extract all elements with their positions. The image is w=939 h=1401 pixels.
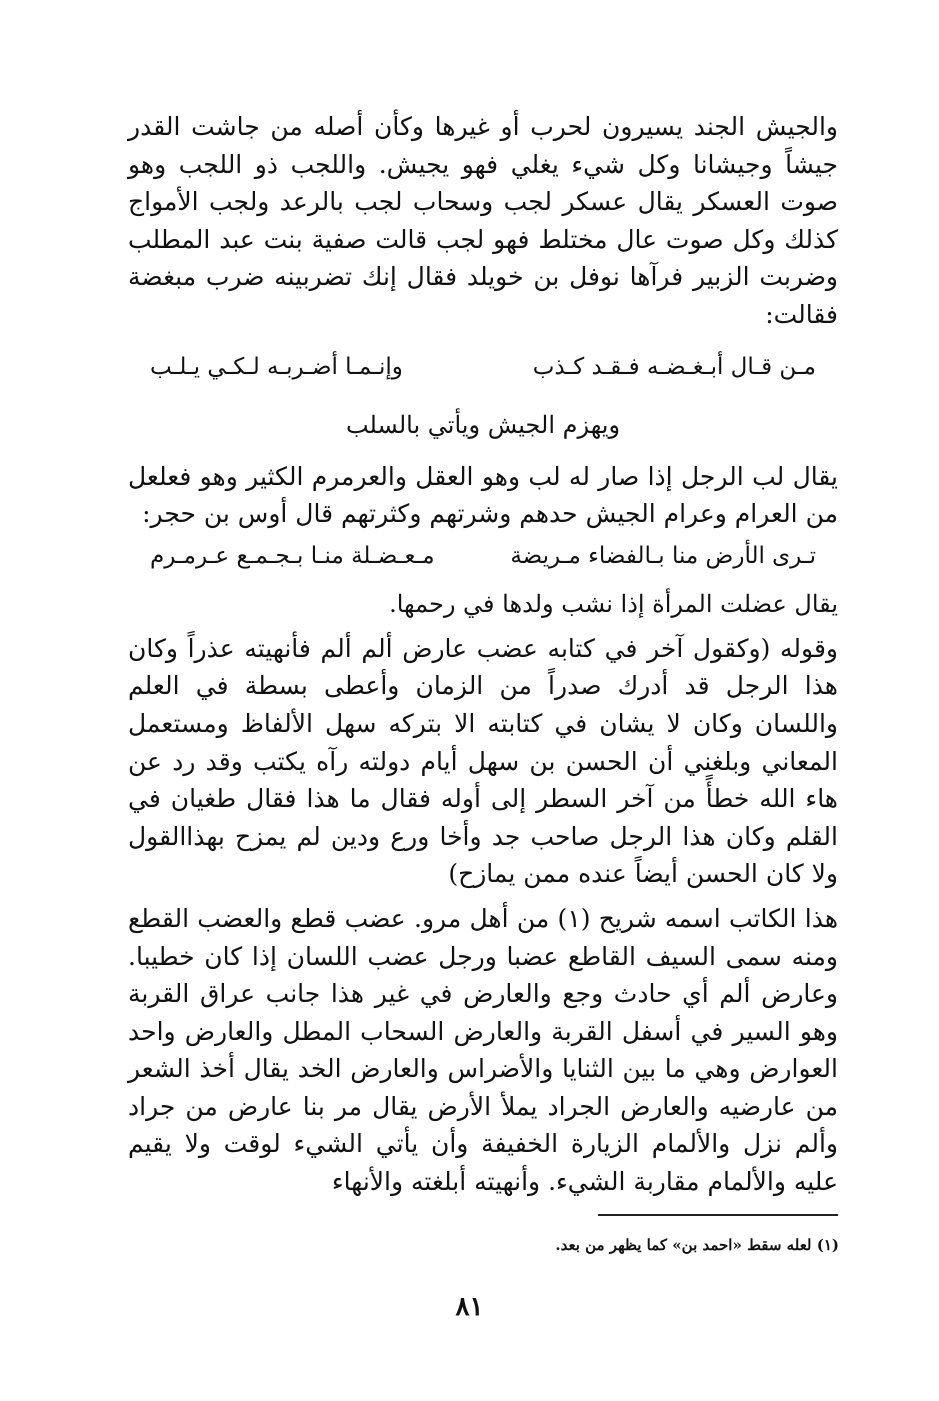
footnote-separator: [598, 1214, 838, 1216]
page-body: [128, 108, 838, 1201]
page-number: ٨١: [455, 1292, 484, 1322]
verse-2-first-hemistich: تـرى الأرض منا بـالفضاء مـريضة: [510, 542, 816, 569]
verse-line-2: [128, 537, 838, 575]
verse-1-first-hemistich: مـن قـال أبـغـضـه فـقـد كـذب: [532, 353, 816, 380]
verse-line-1: [128, 348, 838, 386]
verse-explanation: يقال عضلت المرأة إذا نشب ولدها في رحمها.: [389, 589, 838, 618]
verse-line-1-continuation: ويهزم الجيش ويأتي بالسلب: [345, 410, 621, 439]
paragraph-1: والجيش الجند يسيرون لحرب أو غيرها وكأن أصله من جاشت القدر جيشاً وجيشانا وكل شيء يغلي فهو يجيش. واللجب ذو اللجب وهو صوت العسكر يقال عسكر لجب وسحاب لجب بالرعد ولجب الأمواج كذلك وكل صوت عال مختلط فهو لجب قالت صفية بنت عبد المطلب وضربت الزبير فرآها نوفل بن خويلد فقال إنك تضربينه ضرب مبغضة فقالت:: [128, 112, 838, 329]
footnote: (١) لعله سقط «احمد بن» كما يظهر من بعد.: [555, 1236, 839, 1254]
paragraph-2: يقال لب الرجل إذا صار له لب وهو العقل والعرمرم الكثير وهو فعلعل من العرام وعرام الجيش حدهم وشرتهم وكثرتهم قال أوس بن حجر:: [128, 461, 838, 529]
verse-2-second-hemistich: مـعـضـلة منـا بـجـمـع عـرمـرم: [150, 542, 435, 569]
verse-1-second-hemistich: وإنـمـا أضـربـه لـكـي يـلـب: [150, 353, 403, 380]
paragraph-3: وقوله (وكقول آخر في كتابه عضب عارض ألم ألم فأنهيته عذراً وكان هذا الرجل قد أدرك صدراً من الزمان وأعطى بسطة في العلم واللسان وكان لا يشان في كتابته الا بتركه سهل الألفاظ ومستعمل المعاني وبلغني أن الحسن بن سهل أيام دولته رآه يكتب وقد رد عن هاء الله خطأً من آخر السطر إلى أوله فقال ما هذا فقال طغيان في القلم وكان هذا الرجل صاحب جد وأخا ورع ودين لم يمزح بهذاالقول ولا كان الحسن أيضاً عنده ممن يمازح): [128, 633, 838, 889]
paragraph-4: هذا الكاتب اسمه شريح (١) من أهل مرو. عضب قطع والعضب القطع ومنه سمى السيف القاطع عضبا ورجل عضب اللسان إذا كان خطيبا. وعارض ألم أي حادث وجع والعارض في غير هذا جانب عراق القربة وهو السير في أسفل القربة والعارض السحاب المطل والعارض واحد العوارض وهي ما بين الثنايا والأضراس والعارض الخد يقال أخذ الشعر من عارضيه والعارض الجراد يملأ الأرض يقال مر بنا عارض من جراد وألم نزل والألمام الزيارة الخفيفة وأن يأتي الشيء لوقت ولا يقيم عليه والألمام مقاربة الشيء. وأنهيته أبلغته والأنهاء: [128, 903, 839, 1197]
